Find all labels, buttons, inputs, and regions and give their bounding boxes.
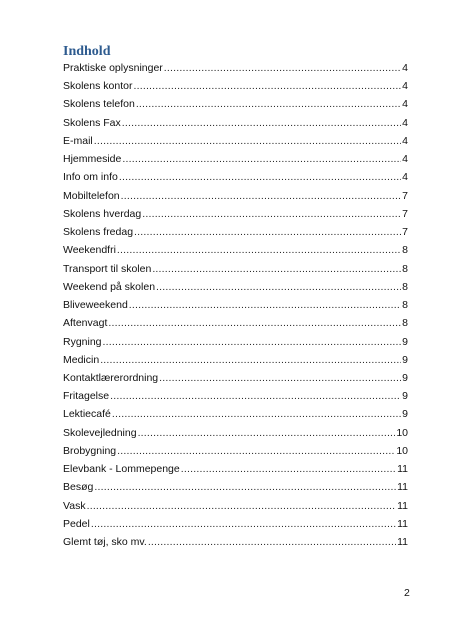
- toc-entry[interactable]: [63, 533, 408, 551]
- toc-dot-leader: [94, 132, 401, 150]
- toc-entry-label: Transport til skolen: [63, 262, 152, 275]
- toc-entry[interactable]: [63, 387, 408, 405]
- toc-entry-page: 10: [396, 426, 408, 439]
- toc-entry-label: Info om info: [63, 171, 118, 184]
- toc-dot-leader: [121, 187, 402, 205]
- toc-entry-label: Mobiltelefon: [63, 189, 120, 202]
- toc-dot-leader: [117, 442, 395, 460]
- toc-entry-page: 10: [396, 444, 408, 457]
- toc-entry[interactable]: [63, 314, 408, 332]
- toc-entry-page: 4: [402, 116, 408, 129]
- toc-entry-page: 11: [397, 481, 408, 494]
- toc-entry-label: Praktiske oplysninger: [63, 62, 163, 74]
- toc-entry[interactable]: [63, 369, 408, 387]
- toc-entry-page: 11: [397, 536, 408, 549]
- toc-entry-page: 7: [402, 189, 408, 202]
- toc-dot-leader: [152, 260, 401, 278]
- toc-entry-page: 4: [402, 153, 408, 166]
- toc-entry-label: E-mail: [63, 134, 93, 147]
- toc-entry-page: 4: [402, 171, 408, 184]
- toc-entry-page: 4: [402, 98, 408, 111]
- toc-entry[interactable]: [63, 241, 408, 259]
- toc-entry[interactable]: [63, 460, 408, 478]
- toc-dot-leader: [122, 114, 401, 132]
- toc-entry-label: Lektiecafé: [63, 408, 111, 421]
- toc-entry-label: Hjemmeside: [63, 153, 122, 166]
- toc-entry[interactable]: [63, 150, 408, 168]
- toc-entry-label: Aftenvagt: [63, 317, 108, 330]
- toc-entry[interactable]: [63, 351, 408, 369]
- toc-entry-page: 9: [402, 335, 408, 348]
- toc-dot-leader: [100, 351, 401, 369]
- toc-entry-label: Skolevejledning: [63, 426, 137, 439]
- toc-dot-leader: [148, 533, 396, 551]
- toc-entry[interactable]: [63, 296, 408, 314]
- toc-entry[interactable]: [63, 205, 408, 223]
- toc-entry-page: 4: [402, 134, 408, 147]
- toc-entry-page: 8: [402, 317, 408, 330]
- toc-entry-label: Kontaktlærerordning: [63, 371, 159, 384]
- toc-entry-label: Brobygning: [63, 444, 117, 457]
- toc-entry-label: Rygning: [63, 335, 102, 348]
- toc-dot-leader: [110, 387, 401, 405]
- toc-entry-page: 11: [397, 463, 408, 476]
- toc-dot-leader: [117, 241, 401, 259]
- toc-entry-label: Skolens hverdag: [63, 207, 142, 220]
- toc-dot-leader: [136, 95, 401, 113]
- toc-dot-leader: [134, 223, 401, 241]
- toc-entry-label: Pedel: [63, 517, 90, 530]
- toc-entry[interactable]: [63, 187, 408, 205]
- toc-entry[interactable]: [63, 114, 408, 132]
- toc-entry-label: Bliveweekend: [63, 299, 128, 312]
- toc-entry-page: 7: [402, 226, 408, 239]
- toc-entry-page: 7: [402, 207, 408, 220]
- toc-entry-label: Skolens Fax: [63, 116, 121, 129]
- toc-entry[interactable]: [63, 168, 408, 186]
- toc-dot-leader: [156, 278, 401, 296]
- toc-dot-leader: [119, 168, 401, 186]
- toc-entry-page: 4: [402, 80, 408, 93]
- toc-entry[interactable]: [63, 405, 408, 423]
- toc-entry-label: Vask: [63, 499, 86, 512]
- toc-entry[interactable]: [63, 497, 408, 515]
- toc-entry-label: Skolens fredag: [63, 226, 134, 239]
- toc-entry-page: 9: [402, 390, 408, 403]
- table-of-contents: [63, 59, 408, 551]
- toc-entry[interactable]: [63, 132, 408, 150]
- toc-dot-leader: [142, 205, 401, 223]
- toc-entry-page: 4: [402, 62, 408, 74]
- toc-entry-label: Weekend på skolen: [63, 280, 156, 293]
- toc-dot-leader: [164, 59, 401, 77]
- toc-entry-page: 11: [397, 499, 408, 512]
- page-number: 2: [404, 587, 410, 599]
- toc-entry-page: 11: [397, 517, 408, 530]
- toc-dot-leader: [94, 478, 396, 496]
- toc-entry-label: Skolens kontor: [63, 80, 133, 93]
- toc-entry[interactable]: [63, 278, 408, 296]
- toc-entry-page: 8: [402, 299, 408, 312]
- toc-dot-leader: [181, 460, 396, 478]
- toc-entry-label: Elevbank - Lommepenge: [63, 463, 180, 476]
- toc-entry-page: 9: [402, 371, 408, 384]
- toc-dot-leader: [133, 77, 401, 95]
- toc-entry[interactable]: [63, 223, 408, 241]
- toc-dot-leader: [138, 424, 396, 442]
- toc-entry[interactable]: [63, 515, 408, 533]
- toc-entry[interactable]: [63, 478, 408, 496]
- toc-dot-leader: [122, 150, 401, 168]
- toc-dot-leader: [129, 296, 401, 314]
- toc-entry-label: Weekendfri: [63, 244, 116, 257]
- toc-entry-page: 8: [402, 262, 408, 275]
- toc-entry-label: Besøg: [63, 481, 94, 494]
- toc-entry[interactable]: [63, 59, 408, 77]
- toc-entry[interactable]: [63, 95, 408, 113]
- toc-dot-leader: [103, 333, 402, 351]
- toc-entry-label: Skolens telefon: [63, 98, 135, 111]
- toc-entry-label: Glemt tøj, sko mv.: [63, 536, 147, 549]
- toc-dot-leader: [108, 314, 401, 332]
- toc-dot-leader: [87, 497, 397, 515]
- toc-dot-leader: [91, 515, 396, 533]
- toc-dot-leader: [112, 405, 401, 423]
- toc-entry[interactable]: [63, 442, 408, 460]
- toc-dot-leader: [159, 369, 401, 387]
- toc-entry[interactable]: [63, 260, 408, 278]
- toc-entry-page: 8: [402, 244, 408, 257]
- toc-heading: Indhold: [63, 44, 111, 59]
- toc-entry-page: 8: [402, 280, 408, 293]
- toc-entry[interactable]: [63, 424, 408, 442]
- toc-entry-page: 9: [402, 408, 408, 421]
- toc-entry[interactable]: [63, 77, 408, 95]
- toc-entry-label: Medicin: [63, 353, 100, 366]
- toc-entry-page: 9: [402, 353, 408, 366]
- toc-entry[interactable]: [63, 333, 408, 351]
- toc-entry-label: Fritagelse: [63, 390, 110, 403]
